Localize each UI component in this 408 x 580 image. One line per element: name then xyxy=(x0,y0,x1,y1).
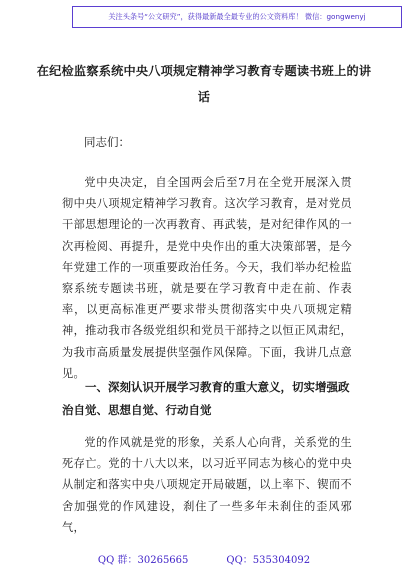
promo-banner xyxy=(72,6,402,28)
footer-contact xyxy=(0,551,408,566)
footer-qq: QQ：535304092 xyxy=(226,555,311,566)
body-paragraph-2: 党的作风就是党的形象，关系人心向背，关系党的生死存亡。党的十八大以来，以习近平同志为核心的党中央从制定和落实中央八项规定开局破题，以上率下、锲而不舍加强党的作风建设，刹住了一些多年未刹住的歪风邪气， xyxy=(62,436,352,534)
footer-qq-group: QQ 群：30265665 xyxy=(97,555,189,566)
document-title: 在纪检监察系统中央八项规定精神学习教育专题读书班上的讲话 xyxy=(36,64,372,104)
body-paragraph-1: 党中央决定，自全国两会后至7月在全党开展深入贯彻中央八项规定精神学习教育。这次学习教育，是对党员干部思想理论的一次再教育、再武装，是对纪律作风的一次再检阅、再提升，是党中央作出的重大决策部署，是今年党建工作的一项重要政治任务。今天，我们举办纪检监察系统专题读书班，就是要在学习教育中走在前、作表率，以更高标准更严要求带头贯彻落实中央八项规定精神，推动我市各级党组织和党员干部持之以恒正风肃纪，为我市高质量发展提供坚强作风保障。下面，我讲几点意见。 xyxy=(62,176,352,380)
promo-banner-text: 关注头条号“公文研究”，获得最新最全最专业的公文资料库！ 微信：gongwenyj xyxy=(108,12,366,21)
salutation: 同志们： xyxy=(84,135,130,149)
section-heading-1: 一、深刻认识开展学习教育的重大意义，切实增强政治自觉、思想自觉、行动自觉 xyxy=(62,380,350,417)
